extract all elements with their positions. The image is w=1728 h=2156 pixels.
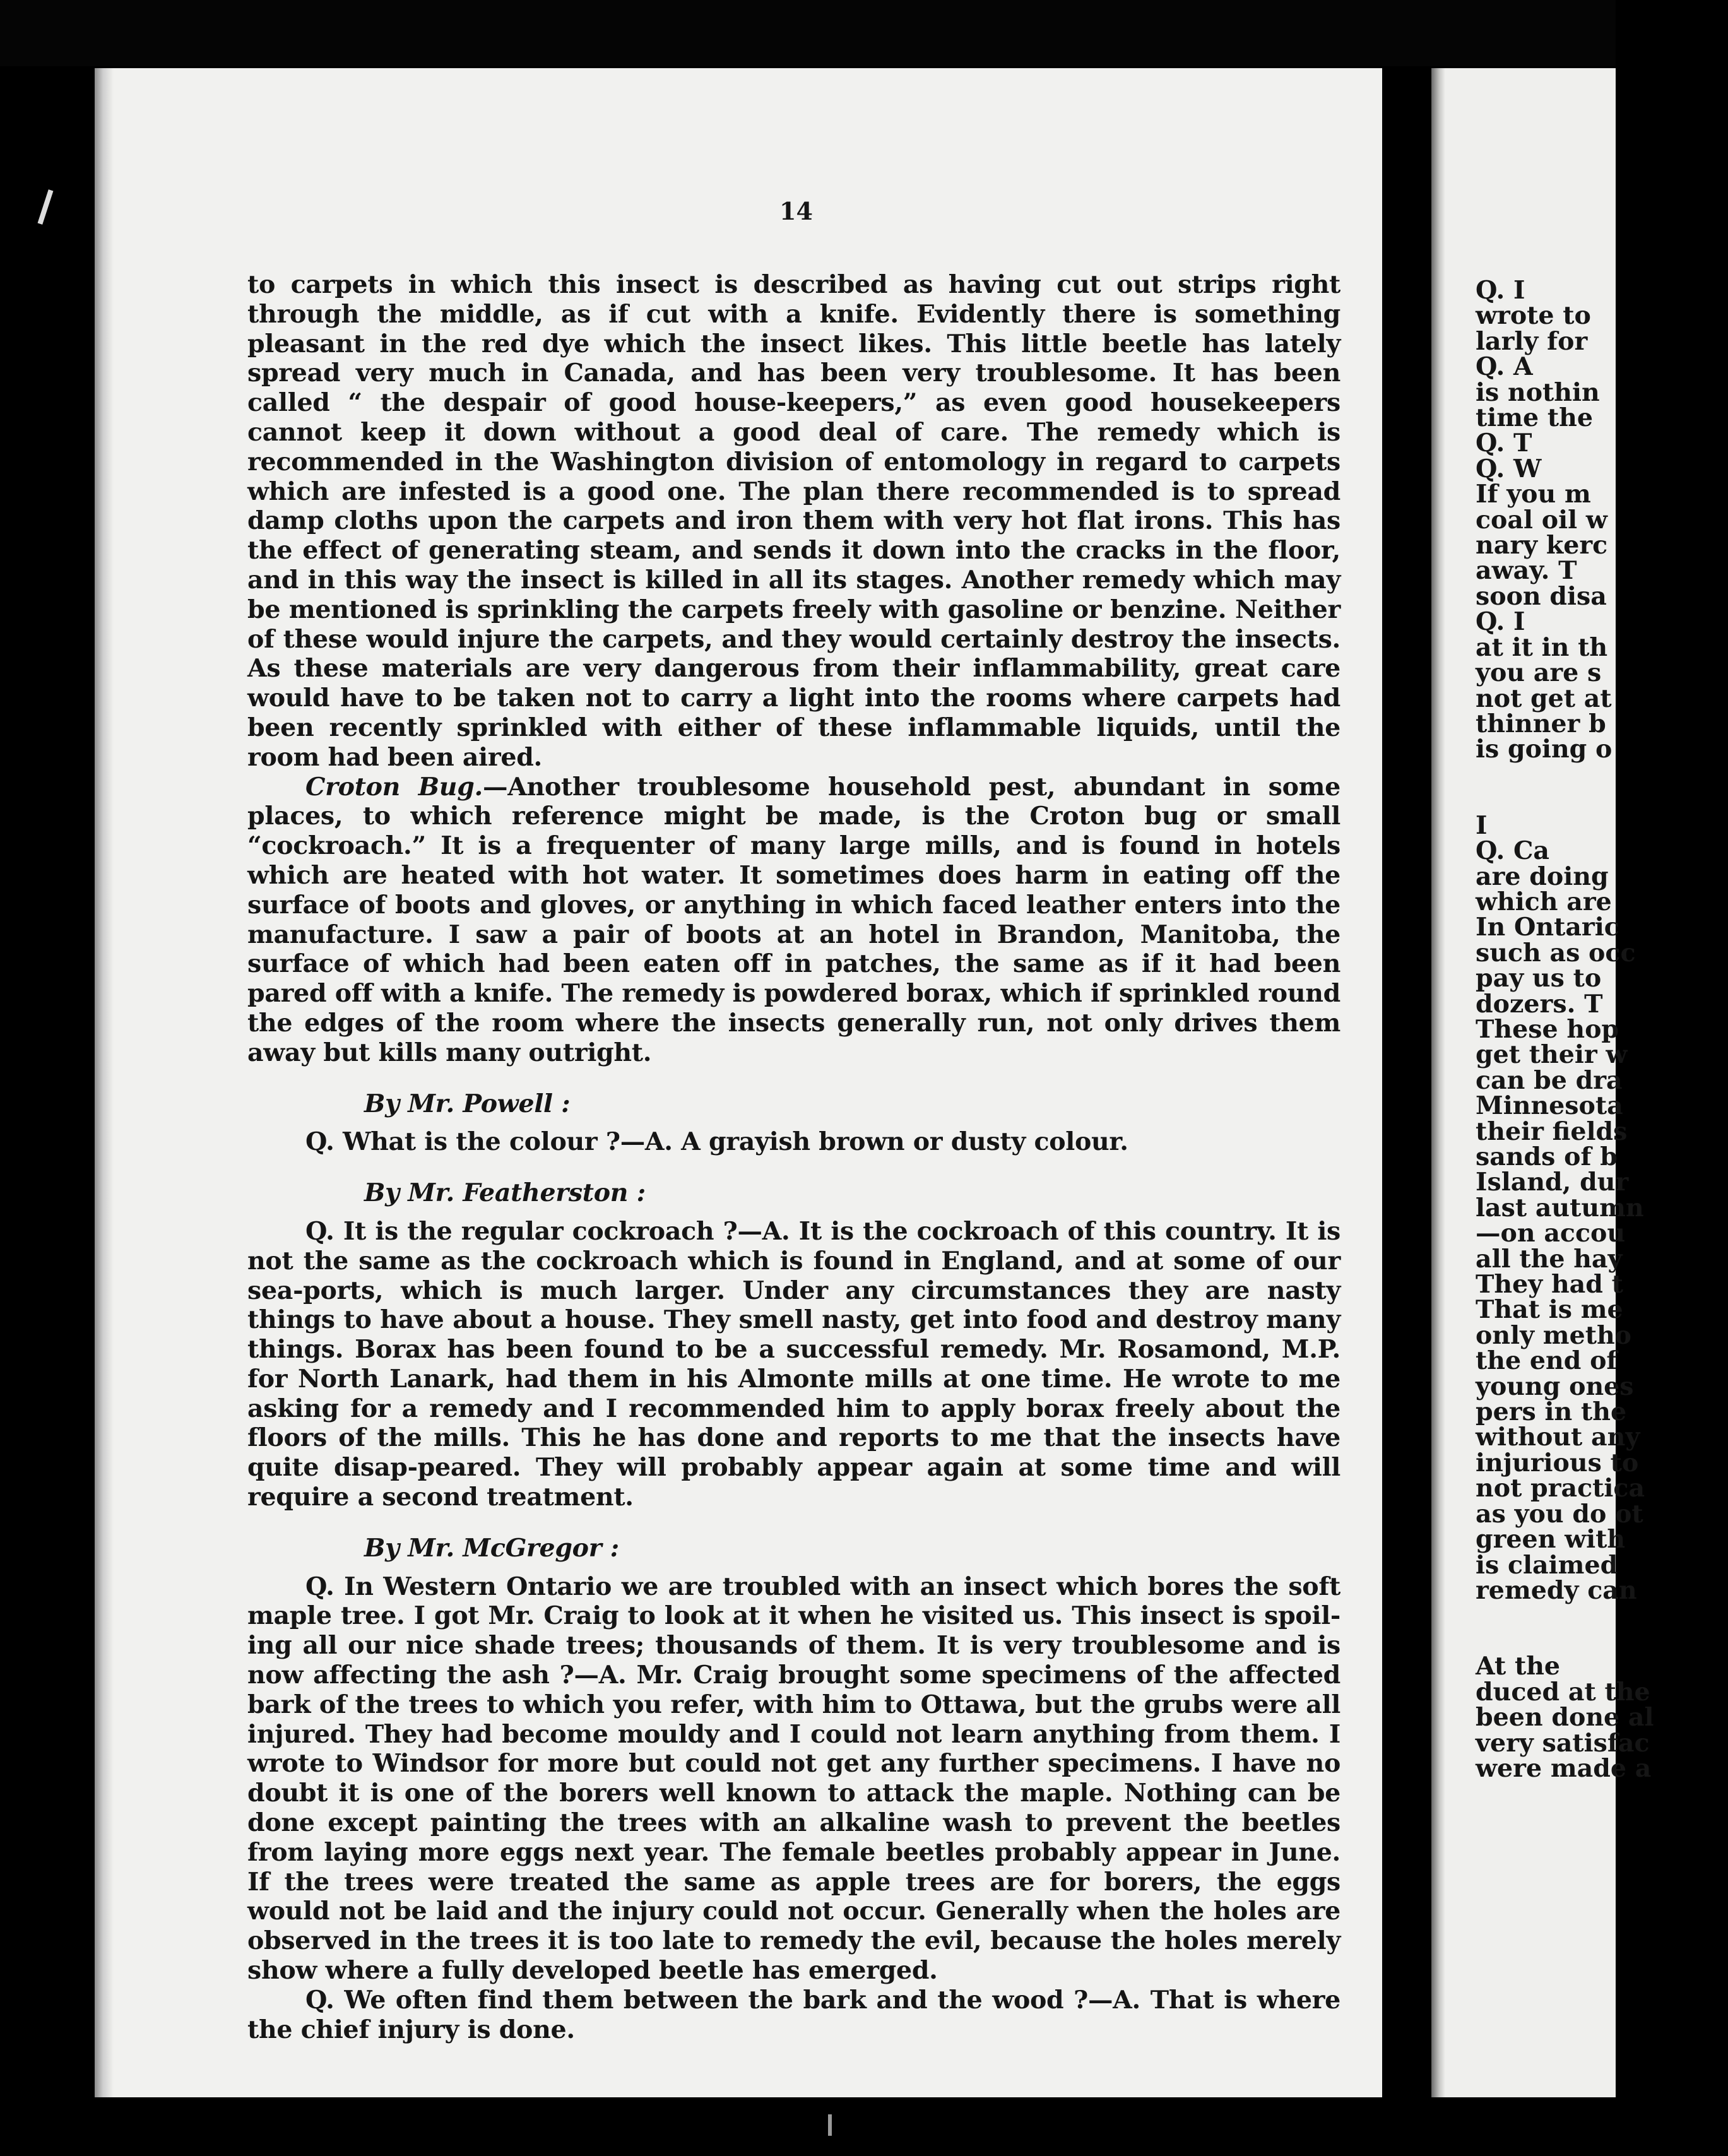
- adjacent-page-line: time the: [1476, 403, 1594, 433]
- adjacent-page-line: At the: [1476, 1652, 1561, 1681]
- adjacent-page-line: These hop: [1476, 1014, 1619, 1044]
- speaker-heading: By Mr. Featherston :: [364, 1178, 646, 1208]
- adjacent-page-line: Q. A: [1476, 352, 1533, 382]
- adjacent-page-line: pers in the: [1476, 1397, 1627, 1427]
- adjacent-page-line: at it in th: [1476, 632, 1608, 662]
- adjacent-page-line: were made a: [1476, 1753, 1652, 1783]
- scan-border-top: [0, 0, 1616, 66]
- adjacent-page-line: not get at: [1476, 684, 1612, 713]
- adjacent-page-line: coal oil w: [1476, 505, 1607, 535]
- page-number: 14: [779, 197, 813, 225]
- question-answer-paragraph: Q. It is the regular cockroach ?—A. It is the cockroach of this country. It is not the same as the cockroach which is found in England, and at some of our sea-ports, which is much larger. Under any circumstances they are nasty things to have about a house. They smell nasty, get into food and destroy many things. Borax has been found to be a successful remedy. Mr. Rosamond, M.P. for North Lanark, had them in his Almonte mills at one time. He wrote to me asking for a remedy and I recommended him to apply borax freely about the floors of the mills. This he has done and reports to me that the insects have quite disap-peared. They will probably appear again at some time and will require a second treatment.: [247, 1216, 1340, 1512]
- question-answer-paragraph: Q. In Western Ontario we are troubled with an insect which bores the soft maple tree. I got Mr. Craig to look at it when he visited us. This insect is spoil-ing all our nice shade trees; thousands of them. It is very troublesome and is now affecting the ash ?—A. Mr. Craig brought some specimens of the affected bark of the trees to which you refer, with him to Ottawa, but the grubs were all injured. They had become mouldy and I could not learn anything from them. I wrote to Windsor for more but could not get any further specimens. I have no doubt it is one of the borers well known to attack the maple. Nothing can be done except painting the trees with an alkaline wash to prevent the beetles from laying more eggs next year. The female beetles probably appear in June. If the trees were treated the same as apple trees are for borers, the eggs would not be laid and the injury could not occur. Generally when the holes are observed in the trees it is too late to remedy the evil, because the holes merely show where a fully developed beetle has emerged.: [247, 1572, 1340, 1986]
- adjacent-page-line: injurious to: [1476, 1448, 1639, 1478]
- section-paragraph: [247, 773, 1340, 1068]
- adjacent-page-line: young ones: [1476, 1371, 1634, 1401]
- adjacent-page-line: Q. I: [1476, 607, 1525, 637]
- adjacent-page-line: thinner b: [1476, 709, 1606, 738]
- adjacent-page-line: get their w: [1476, 1040, 1628, 1070]
- adjacent-page-line: Island, dur: [1476, 1168, 1629, 1197]
- adjacent-page-line: If you m: [1476, 480, 1591, 509]
- adjacent-page-line: I: [1476, 810, 1488, 840]
- adjacent-page-line: dozers. T: [1476, 989, 1603, 1019]
- adjacent-page-gap: [1476, 762, 1728, 813]
- adjacent-page-line: their fields: [1476, 1116, 1628, 1146]
- adjacent-page-line: such as occ: [1476, 938, 1636, 968]
- adjacent-page-line: which are: [1476, 887, 1612, 916]
- adjacent-page-line: larly for: [1476, 326, 1588, 356]
- speaker-heading: By Mr. McGregor :: [364, 1533, 619, 1563]
- adjacent-page-line: been done al: [1476, 1703, 1654, 1732]
- adjacent-page-line: pay us to: [1476, 964, 1602, 993]
- adjacent-page-line: soon disa: [1476, 581, 1607, 611]
- adjacent-page-line: away. T: [1476, 556, 1577, 586]
- adjacent-page-line: is going o: [1476, 735, 1613, 764]
- adjacent-page-line: without any: [1476, 1423, 1640, 1452]
- adjacent-page-line: In Ontaric: [1476, 913, 1619, 942]
- adjacent-page-line: nary kerc: [1476, 531, 1608, 560]
- speaker-heading: By Mr. Powell :: [364, 1089, 571, 1118]
- adjacent-page-line: Q. T: [1476, 429, 1532, 458]
- adjacent-page-line: remedy can: [1476, 1575, 1637, 1605]
- page-gutter-shadow: [95, 68, 114, 2097]
- adjacent-page-line: Q. W: [1476, 454, 1542, 483]
- question-answer-paragraph: Q. What is the colour ?—A. A grayish brown or dusty colour.: [305, 1127, 1128, 1157]
- adjacent-page-line: the end of: [1476, 1346, 1618, 1376]
- adjacent-page-line: Q. Ca: [1476, 836, 1549, 866]
- adjacent-page-line: is nothin: [1476, 377, 1600, 407]
- adjacent-page-line: is claimed: [1476, 1550, 1618, 1580]
- adjacent-page-line: Q. I: [1476, 276, 1525, 305]
- adjacent-page-line: wrote to: [1476, 301, 1591, 331]
- adjacent-page-line: you are s: [1476, 658, 1602, 688]
- adjacent-page-line: only metho: [1476, 1320, 1632, 1350]
- adjacent-page-text: [1476, 278, 1728, 1781]
- adjacent-page-line: That is me: [1476, 1295, 1623, 1325]
- adjacent-page-line: are doing: [1476, 862, 1609, 891]
- adjacent-page-line: last autumn: [1476, 1193, 1644, 1223]
- scan-margin-mark: [38, 189, 54, 225]
- section-text: —Another troublesome household pest, abundant in some places, to which reference might be made, is the Croton bug or small “cockroach.” It is a frequenter of many large mills, and is found in hotels which are heated with hot water. It sometimes does harm in eating off the surface of boots and gloves, or anything in which faced leather enters into the manufacture. I saw a pair of boots at an hotel in Brandon, Manitoba, the surface of which had been eaten off in patches, the same as if it had been pared off with a knife. The remedy is powdered borax, which if sprinkled round the edges of the room where the insects generally run, not only drives them away but kills many outright.: [247, 772, 1340, 1067]
- question-answer-paragraph: Q. We often find them between the bark and the wood ?—A. That is where the chief injury is done.: [247, 1985, 1340, 2044]
- scan-bottom-mark: [828, 2114, 832, 2136]
- adjacent-page-line: sands of b: [1476, 1142, 1618, 1171]
- body-paragraph: to carpets in which this insect is described as having cut out strips right through the middle, as if cut with a knife. Evidently there is something pleasant in the red dye which the insect likes. This little beetle has lately spread very much in Canada, and has been very troublesome. It has been called “ the despair of good house-keepers,” as even good housekeepers cannot keep it down without a good deal of care. The remedy which is recommended in the Washington division of entomology in regard to carpets which are infested is a good one. The plan there recommended is to spread damp cloths upon the carpets and iron them with very hot flat irons. This has the effect of generating steam, and sends it down into the cracks in the floor, and in this way the insect is killed in all its stages. Another remedy which may be mentioned is sprinkling the carpets freely with gasoline or benzine. Neither of these would injure the carpets, and they would certainly destroy the insects. As these materials are very dangerous from their inflammability, great care would have to be taken not to carry a light into the rooms where carpets had been recently sprinkled with either of these inflammable liquids, until the room had been aired.: [247, 270, 1340, 772]
- adjacent-page-line: as you do ot: [1476, 1499, 1643, 1529]
- adjacent-page-line: green with: [1476, 1525, 1626, 1555]
- adjacent-page-line: They had t: [1476, 1270, 1623, 1300]
- adjacent-page-line: can be dra: [1476, 1065, 1623, 1095]
- adjacent-page-line: —on accou: [1476, 1219, 1626, 1248]
- adjacent-page-line: not practica: [1476, 1474, 1645, 1503]
- adjacent-page-gap: [1476, 1603, 1728, 1654]
- adjacent-page-line: duced at the: [1476, 1677, 1650, 1707]
- adjacent-page-line: all the hay: [1476, 1244, 1623, 1274]
- adjacent-page-line: Minnesota: [1476, 1091, 1623, 1121]
- adjacent-page-line: very satisfac: [1476, 1728, 1650, 1758]
- adjacent-page-edge-shadow: [1431, 68, 1445, 2097]
- main-text-column: [247, 270, 1340, 2044]
- section-heading: Croton Bug.: [305, 772, 483, 802]
